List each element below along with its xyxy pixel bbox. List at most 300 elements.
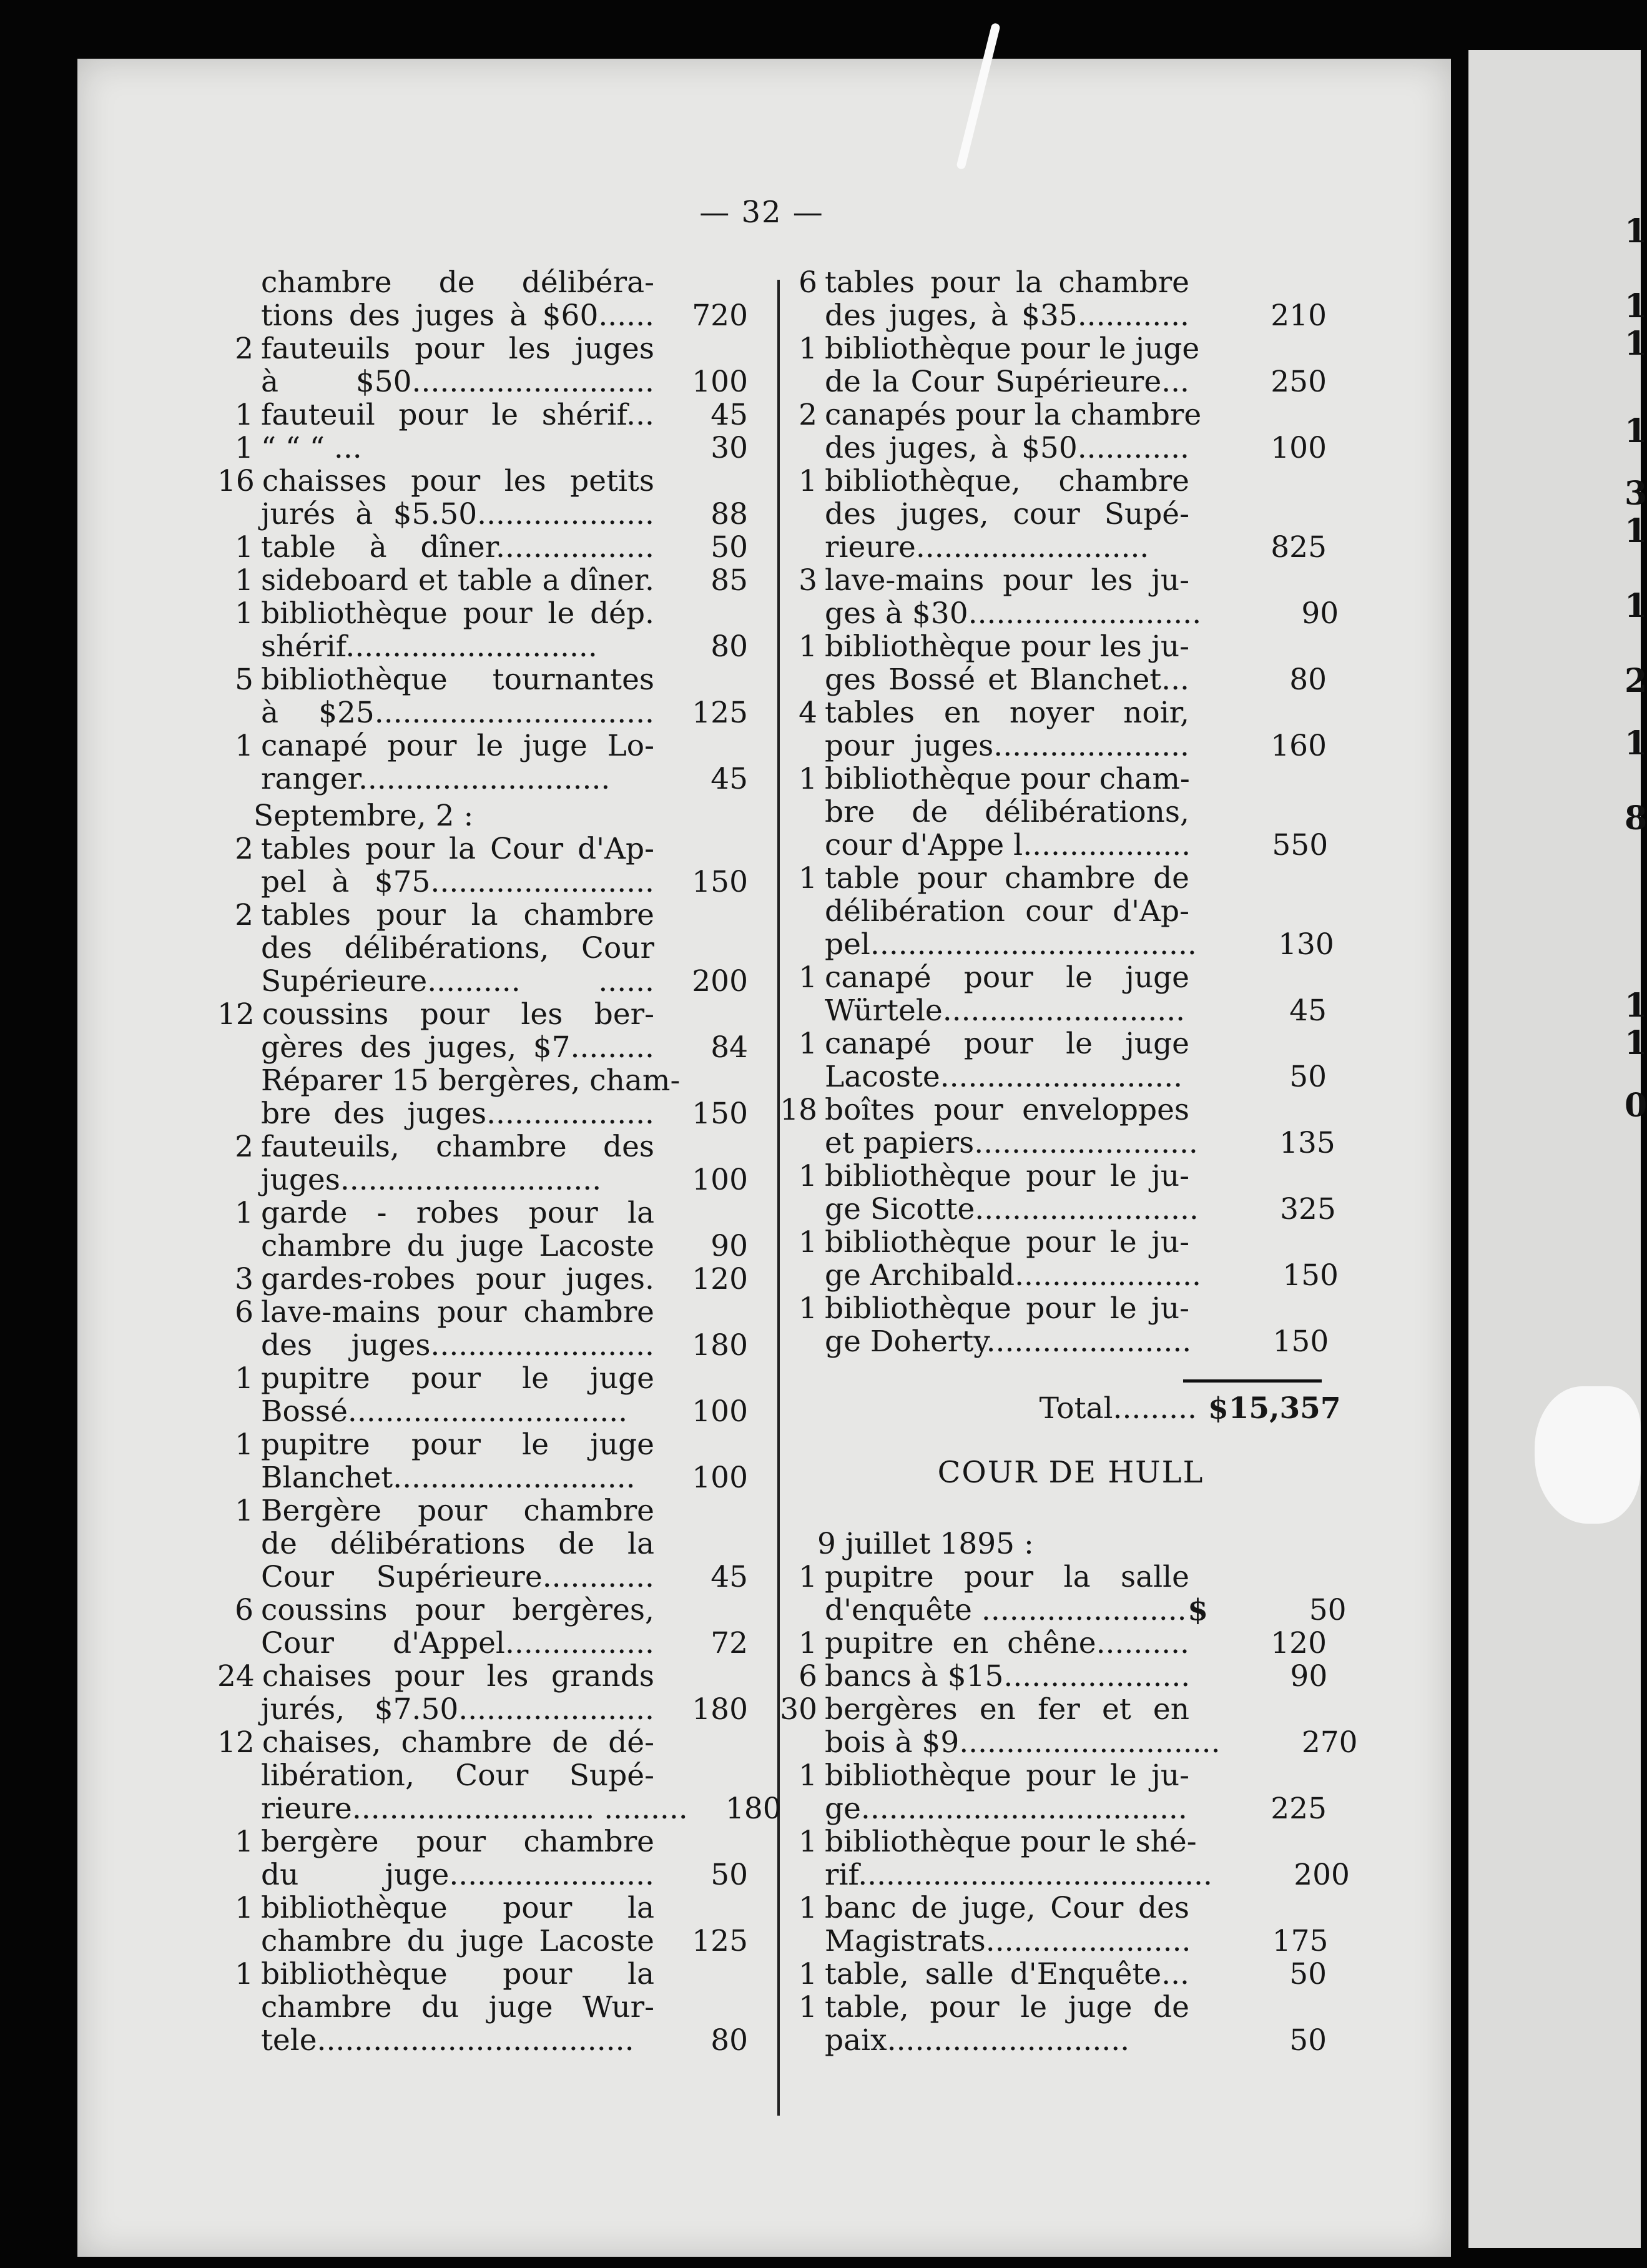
- ledger-entry-continuation: [777, 498, 1327, 531]
- ledger-entry: [217, 1958, 748, 1991]
- ledger-entry-continuation: [217, 1097, 748, 1130]
- entry-amount: 100: [692, 1461, 748, 1495]
- entry-quantity: 6: [799, 265, 817, 300]
- entry-amount: 80: [1289, 663, 1327, 697]
- entry-description: bibliothèque pour le ju-: [825, 1291, 1189, 1326]
- entry-amount: 180: [692, 1328, 748, 1363]
- entry-quantity: 1: [799, 861, 817, 895]
- ledger-entry: [777, 564, 1327, 597]
- ledger-entry-continuation: [217, 932, 748, 965]
- entry-quantity: 1: [799, 762, 817, 796]
- entry-description: bibliothèque pour le dép.: [261, 596, 654, 631]
- ledger-entry-continuation: [217, 1627, 748, 1660]
- left-column: [217, 265, 782, 2058]
- entry-description: pel à $75........................: [261, 865, 654, 899]
- entry-quantity: 1: [799, 1291, 817, 1326]
- entry-description: bibliothèque, chambre: [825, 464, 1189, 498]
- entry-quantity: 1: [799, 1990, 817, 2024]
- entry-quantity: 1: [799, 1225, 817, 1260]
- entry-description: lave-mains pour les ju-: [825, 563, 1189, 598]
- ledger-entry: [217, 431, 748, 465]
- ledger-entry-continuation: [217, 365, 748, 398]
- entry-description: table, pour le juge de: [825, 1990, 1189, 2024]
- entry-amount: 72: [710, 1626, 748, 1660]
- entry-description: canapé pour le juge: [825, 960, 1189, 995]
- entry-description: lave-mains pour chambre: [261, 1295, 654, 1329]
- ledger-entry: [777, 1759, 1327, 1792]
- margin-fragment: 2: [1625, 662, 1647, 700]
- ledger-entry-continuation: [217, 1461, 748, 1494]
- ledger-entry: [777, 1093, 1327, 1127]
- entry-description: sideboard et table a dîner.: [261, 563, 654, 598]
- entry-description: chambre du juge Lacoste: [261, 1924, 654, 1958]
- ledger-entry-continuation: [217, 630, 748, 663]
- ledger-entry: [777, 1226, 1327, 1259]
- entry-quantity: 1: [799, 1957, 817, 1991]
- entry-description: bibliothèque pour le ju-: [825, 1225, 1189, 1260]
- ledger-entry-continuation: [777, 927, 1334, 962]
- ledger-entry-continuation: [217, 1858, 748, 1891]
- entry-description: Cour Supérieure............: [261, 1560, 654, 1594]
- ledger-entry: [217, 597, 748, 630]
- entry-description: Bossé..............................: [261, 1394, 628, 1429]
- ledger-entry: [217, 729, 748, 762]
- ledger-entry-continuation: [217, 1527, 748, 1560]
- entry-amount: 90: [710, 1229, 748, 1263]
- ledger-entry-continuation: [777, 895, 1327, 928]
- ledger-entry-continuation: [217, 1230, 748, 1263]
- ledger-entry-continuation: [217, 1925, 748, 1958]
- entry-amount: 720: [692, 298, 748, 333]
- ledger-entry-continuation: [217, 299, 748, 332]
- entry-amount: 550: [1272, 828, 1329, 862]
- entry-description: chaises pour les grands: [262, 1659, 654, 1694]
- entry-description: Bergère pour chambre: [261, 1494, 654, 1528]
- ledger-entry: [217, 899, 748, 932]
- entry-amount: 100: [692, 365, 748, 399]
- entry-quantity: 1: [235, 1891, 253, 1925]
- ledger-entry-continuation: [217, 1031, 748, 1064]
- entry-description: bre des juges..................: [261, 1097, 654, 1131]
- entry-description: libération, Cour Supé-: [261, 1758, 654, 1793]
- entry-description: rieure.......................... .........: [261, 1792, 688, 1826]
- entry-description: Blanchet..........................: [261, 1461, 636, 1495]
- ledger-entry-continuation: [777, 1126, 1335, 1160]
- entry-description: fauteuils pour les juges: [261, 332, 654, 366]
- entry-quantity: 1: [235, 431, 253, 465]
- entry-description: chambre du juge Lacoste: [261, 1229, 654, 1263]
- entry-description: Réparer 15 bergères, cham-: [261, 1063, 681, 1098]
- entry-amount: 45: [710, 398, 748, 432]
- entry-description: pel...................................: [825, 927, 1197, 962]
- entry-amount: 50: [710, 1858, 748, 1892]
- entry-description: Lacoste..........................: [825, 1060, 1183, 1094]
- ledger-entry-continuation: [777, 829, 1327, 862]
- entry-quantity: 2: [235, 332, 253, 366]
- ledger-entry: [777, 1958, 1327, 1991]
- entry-description: pupitre pour le juge: [261, 1361, 654, 1396]
- ledger-entry-continuation: [777, 1192, 1336, 1226]
- entry-description: tables en noyer noir,: [825, 696, 1189, 730]
- ledger-entry-continuation: [217, 1759, 748, 1792]
- margin-fragment: 1: [1625, 987, 1647, 1025]
- ledger-entry: [217, 531, 748, 564]
- entry-amount: 125: [692, 1924, 748, 1958]
- entry-description: ge Doherty......................: [825, 1324, 1192, 1359]
- ledger-entry-continuation: [777, 1258, 1339, 1293]
- entry-amount: 50: [1289, 1957, 1327, 1991]
- ledger-entry: [217, 1196, 748, 1230]
- right-column-entries: [777, 265, 1339, 1359]
- entry-amount: 200: [1294, 1858, 1350, 1892]
- ledger-entry: [777, 398, 1327, 431]
- entry-description: fauteuils, chambre des: [261, 1130, 654, 1164]
- total-label: Total.........: [1039, 1391, 1197, 1426]
- ledger-entry-continuation: [777, 729, 1327, 762]
- entry-description: ge Archibald....................: [825, 1258, 1201, 1293]
- adjacent-page-edge: [1468, 50, 1647, 2248]
- ledger-entry: [777, 1292, 1327, 1325]
- entry-quantity: 6: [235, 1593, 253, 1627]
- entry-description: pupitre pour le juge: [261, 1427, 654, 1462]
- entry-amount: 200: [692, 964, 748, 998]
- entry-description: Cour d'Appel................: [261, 1626, 654, 1660]
- entry-description: pupitre en chêne..........: [825, 1626, 1189, 1660]
- entry-description: pour juges.....................: [825, 729, 1189, 763]
- entry-amount: 270: [1301, 1725, 1358, 1760]
- entry-description: à $50..........................: [261, 365, 654, 399]
- ledger-entry: [777, 1627, 1327, 1660]
- entry-amount: 50: [1289, 2023, 1327, 2058]
- entry-quantity: 12: [217, 1725, 255, 1760]
- section-date: 9 juillet 1895 :: [817, 1527, 1034, 1561]
- entry-description: bibliothèque pour la: [261, 1891, 654, 1925]
- entry-quantity: 1: [235, 729, 253, 763]
- entry-description: garde - robes pour la: [261, 1196, 654, 1230]
- entry-description: paix..........................: [825, 2023, 1130, 2058]
- entry-description: Supérieure.......... ......: [261, 964, 654, 998]
- entry-quantity: 1: [799, 1758, 817, 1793]
- entry-description: pupitre pour la salle: [825, 1560, 1189, 1594]
- entry-quantity: 2: [235, 832, 253, 866]
- entry-description: chambre de délibéra-: [261, 265, 654, 300]
- entry-amount: 90: [1301, 596, 1339, 631]
- entry-amount: 30: [710, 431, 748, 465]
- ledger-entry: [217, 1263, 748, 1296]
- ledger-entry: [217, 1428, 748, 1461]
- ledger-entry-continuation: [777, 531, 1327, 564]
- entry-description: ges à $30.........................: [825, 596, 1202, 631]
- entry-amount: 125: [692, 696, 748, 730]
- entry-quantity: 6: [235, 1295, 253, 1329]
- entry-description: bois à $9............................: [825, 1725, 1221, 1760]
- ledger-entry: [217, 398, 748, 431]
- entry-description: des juges, à $50............: [825, 431, 1189, 465]
- entry-description: “ “ “ ...: [261, 431, 362, 465]
- ledger-entry: [777, 1027, 1327, 1060]
- entry-quantity: 3: [235, 1262, 253, 1296]
- ledger-entry: [217, 1825, 748, 1858]
- entry-amount: 100: [1271, 431, 1327, 465]
- total-rule: [1183, 1379, 1322, 1383]
- entry-description: table à dîner.................: [261, 530, 654, 565]
- entry-description: canapé pour le juge Lo-: [261, 729, 654, 763]
- ledger-entry: [217, 1726, 748, 1759]
- ledger-entry: [217, 1296, 748, 1329]
- ledger-entry: [217, 266, 748, 299]
- entry-amount: 180: [692, 1692, 748, 1727]
- entry-description: gardes-robes pour juges.: [261, 1262, 654, 1296]
- entry-amount: 175: [1272, 1924, 1329, 1958]
- ledger-entry-continuation: [217, 1329, 748, 1362]
- entry-description: d'enquête ......................: [825, 1593, 1187, 1627]
- entry-description: tele..................................: [261, 2023, 634, 2058]
- entry-description: bibliothèque pour les ju-: [825, 629, 1189, 664]
- ledger-entry-continuation: [217, 865, 748, 899]
- ledger-entry: [777, 1660, 1327, 1693]
- entry-quantity: 2: [235, 898, 253, 932]
- ledger-entry: [777, 630, 1327, 663]
- entry-description: des juges, cour Supé-: [825, 497, 1189, 531]
- entry-quantity: 1: [235, 563, 253, 598]
- entry-quantity: 4: [799, 696, 817, 730]
- entry-quantity: 1: [799, 332, 817, 366]
- entry-description: tables pour la Cour d'Ap-: [261, 832, 654, 866]
- ledger-entry: [777, 1560, 1327, 1594]
- ledger-entry-continuation: [777, 663, 1327, 696]
- entry-description: banc de juge, Cour des: [825, 1891, 1189, 1925]
- ledger-entry: [777, 1991, 1327, 2024]
- entry-amount: 825: [1271, 530, 1327, 565]
- entry-description: chambre du juge Wur-: [261, 1990, 654, 2024]
- ledger-entry-continuation: [777, 994, 1327, 1027]
- paper-smudge: [1535, 1386, 1641, 1524]
- ledger-entry-continuation: [777, 431, 1327, 465]
- ledger-entry: [217, 1064, 748, 1097]
- entry-description: ge Sicotte........................: [825, 1192, 1199, 1226]
- ledger-entry: [217, 998, 748, 1031]
- ledger-entry: [217, 1660, 748, 1693]
- ledger-entry: [777, 762, 1327, 796]
- entry-amount: 135: [1279, 1126, 1335, 1160]
- entry-quantity: 1: [235, 1957, 253, 1991]
- entry-quantity: 2: [235, 1130, 253, 1164]
- ledger-entry-continuation: [777, 1725, 1358, 1760]
- entry-amount: 45: [1289, 993, 1327, 1028]
- entry-amount: 50: [1289, 1060, 1327, 1094]
- entry-quantity: 1: [799, 629, 817, 664]
- entry-description: Würtele..........................: [825, 993, 1186, 1028]
- right-column: [777, 265, 1358, 2058]
- entry-amount: 225: [1271, 1792, 1327, 1826]
- entry-quantity: 30: [780, 1692, 817, 1727]
- entry-description: canapés pour la chambre: [825, 398, 1202, 432]
- entry-description: rieure.........................: [825, 530, 1149, 565]
- ledger-entry-continuation: [217, 2024, 748, 2057]
- entry-quantity: 1: [235, 1427, 253, 1462]
- ledger-entry: [217, 1494, 748, 1527]
- entry-quantity: 2: [799, 398, 817, 432]
- entry-description: ge...................................: [825, 1792, 1187, 1826]
- entry-description: bergère pour chambre: [261, 1825, 654, 1859]
- entry-description: tables pour la chambre: [261, 898, 654, 932]
- entry-quantity: 1: [235, 1825, 253, 1859]
- entry-description: shérif...........................: [261, 629, 597, 664]
- entry-description: chaisses pour les petits: [262, 464, 654, 498]
- entry-quantity: 3: [799, 563, 817, 598]
- entry-quantity: 16: [217, 464, 255, 498]
- entry-description: bibliothèque pour le ju-: [825, 1159, 1189, 1193]
- ledger-entry-continuation: [777, 1792, 1327, 1825]
- entry-description: à $25..............................: [261, 696, 654, 730]
- ledger-entry: [777, 332, 1327, 365]
- entry-description: gères des juges, $7.........: [261, 1030, 654, 1065]
- ledger-entry-continuation: [217, 1991, 748, 2024]
- ledger-entry-continuation: [777, 1325, 1327, 1358]
- entry-amount: 80: [710, 629, 748, 664]
- entry-amount: 160: [1271, 729, 1327, 763]
- entry-amount: 120: [692, 1262, 748, 1296]
- ledger-entry: [777, 266, 1327, 299]
- ledger-entry: [217, 1891, 748, 1925]
- dollar-sign: $: [1187, 1593, 1208, 1627]
- entry-description: table pour chambre de: [825, 861, 1189, 895]
- entry-amount: 250: [1271, 365, 1327, 399]
- ledger-entry: [217, 1130, 748, 1163]
- total-value: $15,357: [1208, 1391, 1341, 1426]
- margin-fragment: 1: [1625, 512, 1647, 550]
- ledger-entry: [217, 332, 748, 365]
- section-title: COUR DE HULL: [937, 1455, 1204, 1490]
- ledger-entry: [777, 862, 1327, 895]
- entry-description: bibliothèque tournantes: [261, 663, 654, 697]
- entry-quantity: 1: [235, 1361, 253, 1396]
- entry-quantity: 1: [235, 530, 253, 565]
- ledger-entry-continuation: [217, 762, 748, 796]
- page-number: — 32 —: [699, 195, 824, 230]
- entry-description: fauteuil pour le shérif...: [261, 398, 654, 432]
- entry-quantity: 1: [235, 596, 253, 631]
- ledger-entry-continuation: [217, 498, 748, 531]
- entry-description: coussins pour bergères,: [261, 1593, 654, 1627]
- entry-quantity: 1: [799, 1560, 817, 1594]
- ledger-entry-continuation: [777, 1925, 1327, 1958]
- entry-description: bibliothèque pour le shé-: [825, 1825, 1197, 1859]
- entry-amount: 325: [1280, 1192, 1336, 1226]
- margin-fragment: 3: [1625, 475, 1647, 513]
- entry-amount: 50: [710, 530, 748, 565]
- entry-amount: 130: [1278, 927, 1334, 962]
- ledger-entry-continuation: [217, 1560, 748, 1594]
- entry-quantity: 1: [235, 398, 253, 432]
- entry-quantity: 24: [217, 1659, 255, 1694]
- entry-amount: 80: [710, 2023, 748, 2058]
- entry-quantity: 5: [235, 663, 253, 697]
- entry-amount: 45: [710, 1560, 748, 1594]
- entry-amount: 85: [710, 563, 748, 598]
- entry-description: des juges........................: [261, 1328, 654, 1363]
- ledger-entry-continuation: [217, 1163, 748, 1196]
- margin-fragment: 8: [1625, 799, 1647, 837]
- ledger-entry: [217, 663, 748, 696]
- entry-description: bergères en fer et en: [825, 1692, 1189, 1727]
- entry-amount: 84: [710, 1030, 748, 1065]
- entry-amount: 150: [692, 865, 748, 899]
- entry-description: Magistrats......................: [825, 1924, 1191, 1958]
- entry-quantity: 1: [799, 1027, 817, 1061]
- entry-description: et papiers........................: [825, 1126, 1198, 1160]
- ledger-entry: [777, 465, 1327, 498]
- date-heading: Septembre, 2 :: [253, 799, 474, 833]
- entry-amount: 150: [692, 1097, 748, 1131]
- entry-quantity: 1: [799, 1825, 817, 1859]
- ledger-entry: [777, 1693, 1327, 1726]
- entry-quantity: 1: [235, 1196, 253, 1230]
- entry-description: table, salle d'Enquête...: [825, 1957, 1189, 1991]
- entry-description: délibération cour d'Ap-: [825, 894, 1189, 929]
- entry-amount: 210: [1271, 298, 1327, 333]
- ledger-entry-continuation: [777, 1593, 1347, 1627]
- entry-description: jurés, $7.50.....................: [261, 1692, 654, 1727]
- entry-amount: 90: [1290, 1659, 1328, 1694]
- entry-amount: 100: [692, 1394, 748, 1429]
- margin-fragment: 1: [1625, 412, 1647, 450]
- entry-description: tables pour la chambre: [825, 265, 1189, 300]
- margin-fragment: 1: [1625, 587, 1647, 625]
- ledger-entry: [217, 832, 748, 865]
- entry-quantity: 1: [799, 464, 817, 498]
- ledger-entry: [217, 1594, 748, 1627]
- margin-fragment: 1: [1625, 325, 1647, 363]
- ledger-entry-continuation: [777, 2024, 1327, 2057]
- ledger-entry-continuation: [777, 596, 1339, 631]
- entry-quantity: 1: [799, 960, 817, 995]
- entry-description: bre de délibérations,: [825, 795, 1189, 829]
- ledger-entry: [217, 1362, 748, 1395]
- ledger-entry-continuation: [217, 696, 748, 729]
- entry-amount: 45: [710, 762, 748, 796]
- entry-amount: 120: [1271, 1626, 1327, 1660]
- ledger-entry-continuation: [217, 1792, 782, 1826]
- ledger-entry-continuation: [217, 1395, 748, 1428]
- margin-fragment: 1: [1625, 287, 1647, 325]
- ledger-entry-continuation: [777, 1060, 1327, 1093]
- entry-quantity: 6: [799, 1659, 817, 1694]
- ledger-entry: [777, 1891, 1327, 1925]
- entry-description: bibliothèque pour cham-: [825, 762, 1190, 796]
- entry-amount: 50: [1309, 1593, 1347, 1627]
- entry-description: bibliothèque pour le juge: [825, 332, 1200, 366]
- entry-description: bibliothèque pour le ju-: [825, 1758, 1189, 1793]
- entry-description: bibliothèque pour la: [261, 1957, 654, 1991]
- margin-fragment: 1: [1625, 212, 1647, 250]
- ledger-entry: [217, 465, 748, 498]
- entry-quantity: 1: [799, 1159, 817, 1193]
- margin-fragment: 1: [1625, 1024, 1647, 1062]
- ledger-entry-continuation: [777, 1858, 1350, 1892]
- ledger-entry: [217, 564, 748, 597]
- ledger-entry: [777, 1825, 1327, 1858]
- ledger-entry-continuation: [217, 965, 748, 998]
- entry-description: jurés à $5.50...................: [261, 497, 654, 531]
- margin-fragment: 1: [1625, 724, 1647, 762]
- entry-description: des délibérations, Cour: [261, 931, 654, 965]
- entry-quantity: 12: [217, 997, 255, 1032]
- entry-amount: 150: [1272, 1324, 1329, 1359]
- entry-description: canapé pour le juge: [825, 1027, 1189, 1061]
- total-row: [777, 1390, 1341, 1427]
- entry-amount: 180: [725, 1792, 782, 1826]
